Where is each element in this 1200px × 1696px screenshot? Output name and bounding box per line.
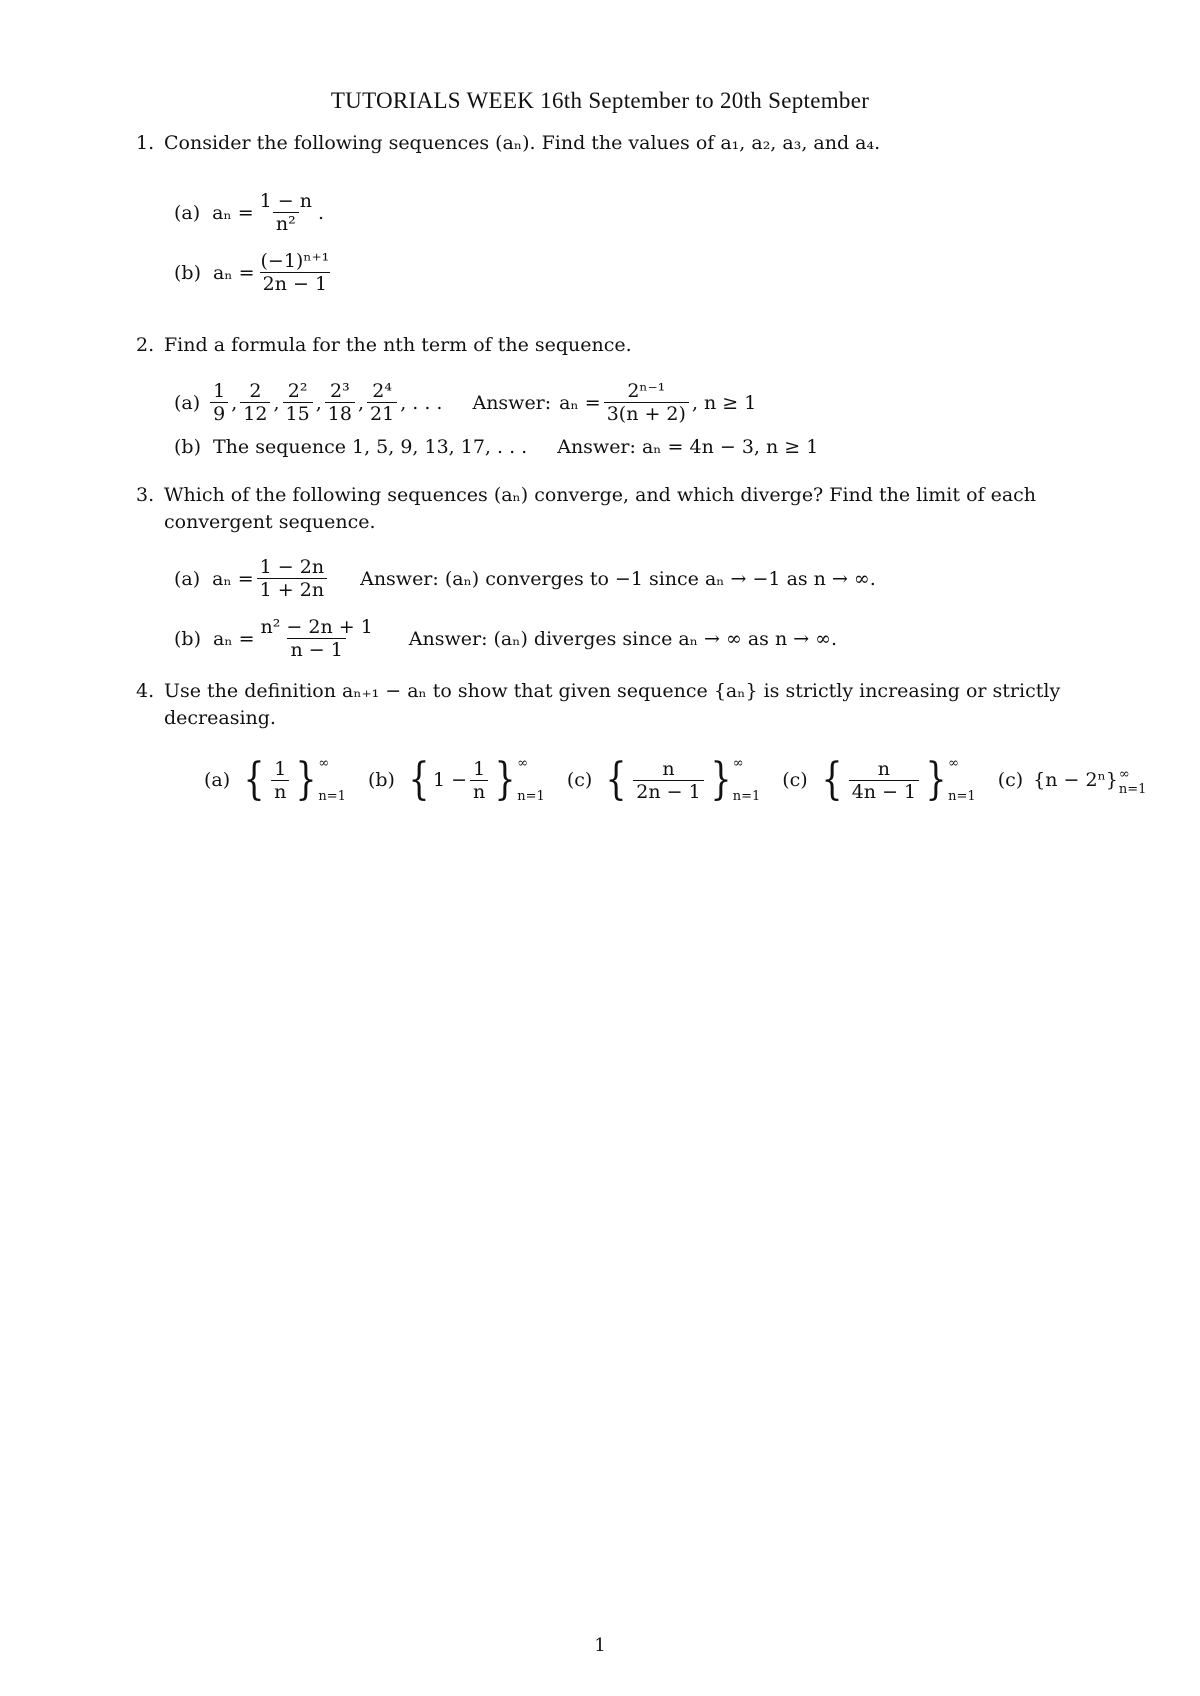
- denominator: 4n − 1: [849, 780, 919, 803]
- question-number: 3.: [136, 484, 155, 506]
- term-num: 1: [213, 380, 226, 402]
- term-den: 21: [367, 402, 397, 425]
- term-den: 12: [240, 402, 270, 425]
- term-den: 15: [283, 402, 313, 425]
- page-title: TUTORIALS WEEK 16th September to 20th September: [330, 88, 870, 113]
- q1-part-b: [174, 250, 335, 295]
- part-label: (b): [174, 261, 201, 284]
- numerator: n: [877, 757, 891, 780]
- q4-set-d: [818, 756, 976, 804]
- term-den: 18: [325, 402, 355, 425]
- question-text: Find a formula for the nth term of the sequence.: [164, 334, 632, 356]
- answer-text: Answer: (aₙ) diverges since aₙ → ∞ as n → ∞.: [408, 627, 838, 650]
- denominator: n − 1: [287, 638, 345, 661]
- denominator: n: [470, 780, 488, 803]
- right-brace: }: [494, 754, 516, 805]
- numerator: n: [662, 757, 675, 780]
- q2-part-a: (a) $\frac{1}{9}$ , $\frac{2}{12}$ , $\frac{\text{2²}}{15}$ , $\frac{\text{2³}}{18}$ , $\frac{\text{2⁴}}{21}$ , . . . Answer: aₙ = $\frac{\text{2ⁿ⁻¹}}{3(n + 2)}$ , n ≥ 1: [174, 380, 757, 425]
- page-number: 1: [594, 1635, 606, 1656]
- answer-denominator: 3(n + 2): [604, 402, 689, 425]
- right-brace: }: [925, 754, 947, 805]
- punct: .: [318, 201, 325, 224]
- term-num: 2⁴: [372, 380, 392, 402]
- question-number: 2.: [136, 334, 155, 356]
- part-label: (b): [367, 769, 395, 791]
- lower-limit: n=1: [732, 789, 761, 804]
- denominator: n: [271, 780, 289, 803]
- question-2: [136, 332, 1096, 359]
- denominator: 2n − 1: [633, 780, 703, 803]
- denominator: 2n − 1: [260, 272, 330, 295]
- ellipsis: , . . .: [400, 391, 443, 414]
- upper-limit: ∞: [517, 756, 529, 771]
- q4-set-e: [1033, 767, 1147, 797]
- numerator: n² − 2n + 1: [260, 616, 373, 638]
- q3-part-b: [174, 616, 838, 661]
- question-3: [136, 482, 1096, 536]
- lhs: aₙ =: [212, 201, 254, 224]
- part-label: (b): [174, 436, 201, 458]
- prefix: 1 −: [432, 769, 468, 791]
- part-label: (a): [204, 769, 231, 791]
- q4-set-a: [240, 756, 346, 804]
- part-label: (c): [566, 769, 593, 791]
- answer-text: Answer: (aₙ) converges to −1 since aₙ → −1 as n → ∞.: [360, 567, 876, 590]
- question-4: [136, 678, 1096, 732]
- denominator: n²: [273, 212, 299, 235]
- answer-label: Answer:: [472, 391, 552, 414]
- answer-text: Answer: aₙ = 4n − 3, n ≥ 1: [557, 436, 819, 458]
- question-text: Which of the following sequences (aₙ) converge, and which diverge? Find the limit of each convergent sequence.: [164, 484, 1037, 533]
- term-num: 2³: [330, 380, 350, 402]
- q1-part-a: [174, 190, 325, 235]
- numerator: 1: [473, 757, 486, 780]
- part-label: (b): [174, 627, 201, 650]
- lhs: aₙ =: [213, 261, 255, 284]
- right-brace: }: [295, 754, 317, 805]
- left-brace: {: [243, 754, 265, 805]
- term-num: 2²: [287, 380, 308, 402]
- q4-set-b: [405, 756, 545, 804]
- left-brace: {: [408, 754, 430, 805]
- term-den: 9: [210, 402, 228, 425]
- left-brace: {: [821, 754, 843, 805]
- right-brace: }: [710, 754, 732, 805]
- question-text: Use the definition aₙ₊₁ − aₙ to show that given sequence {aₙ} is strictly increasing or strictly decreasing.: [164, 680, 1061, 729]
- numerator: 1: [274, 757, 287, 780]
- lower-limit: n=1: [318, 789, 346, 804]
- question-number: 1.: [136, 132, 155, 154]
- upper-limit: ∞: [948, 756, 959, 771]
- lower-limit: n=1: [948, 789, 976, 804]
- upper-limit: ∞: [732, 756, 744, 771]
- term-num: 2: [249, 380, 262, 402]
- numerator: 1 − n: [259, 190, 312, 212]
- numerator: (−1)ⁿ⁺¹: [260, 250, 330, 272]
- part-label: (c): [782, 769, 808, 791]
- question-1: [136, 130, 1096, 157]
- numerator: 1 − 2n: [259, 556, 325, 578]
- part-label: (a): [174, 391, 201, 414]
- part-text: The sequence 1, 5, 9, 13, 17, . . .: [213, 436, 528, 458]
- lhs: aₙ =: [212, 567, 254, 590]
- lhs: aₙ =: [213, 627, 255, 650]
- answer-condition: , n ≥ 1: [691, 391, 757, 414]
- question-number: 4.: [136, 680, 155, 702]
- lower-limit: n=1: [517, 789, 545, 804]
- part-label: (c): [997, 769, 1024, 791]
- question-text: Consider the following sequences (aₙ). Find the values of a₁, a₂, a₃, and a₄.: [164, 132, 881, 154]
- lower-limit: n=1: [1118, 782, 1147, 797]
- upper-limit: ∞: [1118, 767, 1130, 782]
- answer-numerator: 2ⁿ⁻¹: [627, 380, 666, 402]
- left-brace: {: [605, 754, 627, 805]
- q2-part-b: [174, 436, 818, 476]
- q4-set-c: [602, 756, 760, 804]
- denominator: 1 + 2n: [257, 578, 327, 601]
- part-label: (a): [174, 567, 201, 590]
- set-expression: {n − 2ⁿ}: [1033, 769, 1118, 791]
- q4-parts: [204, 756, 1168, 812]
- upper-limit: ∞: [318, 756, 330, 771]
- q3-part-a: [174, 556, 876, 601]
- part-label: (a): [174, 201, 201, 224]
- answer-lhs: aₙ =: [559, 391, 601, 414]
